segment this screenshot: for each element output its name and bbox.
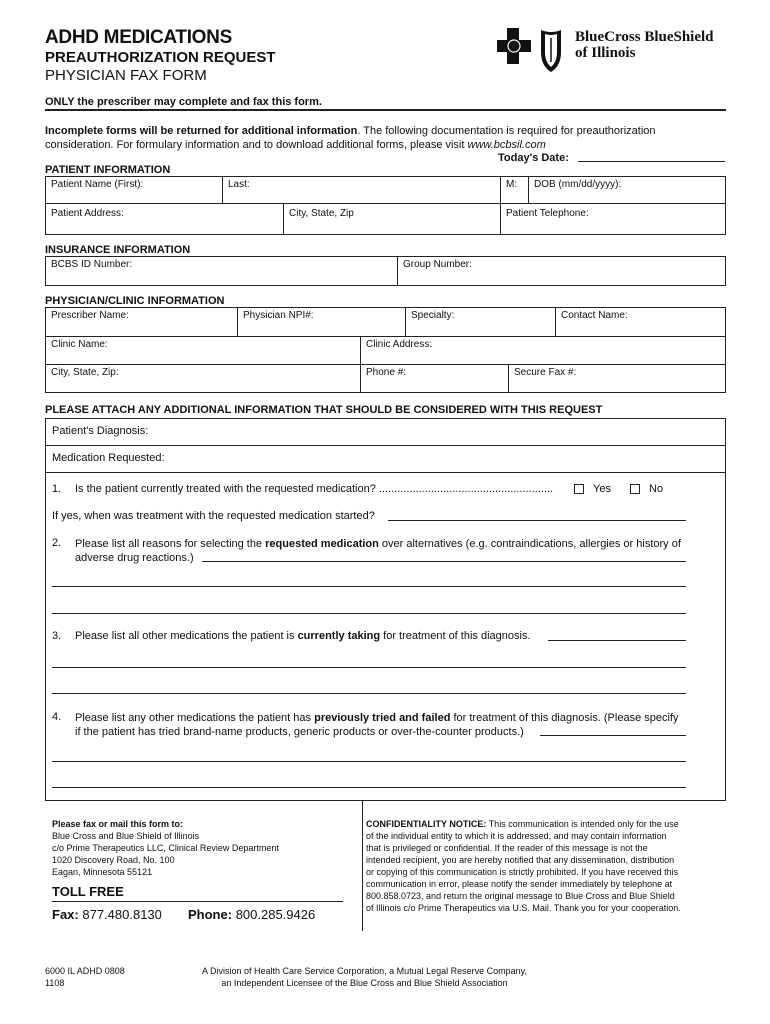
q3-answer-line-3[interactable]: [52, 693, 686, 694]
mail-address-block: [52, 818, 279, 878]
patient-heading: PATIENT INFORMATION: [45, 164, 171, 176]
q3-answer-line-2[interactable]: [52, 667, 686, 668]
logo-text-line2: of Illinois: [575, 45, 636, 61]
intro-line2: consideration. For formulary information and to download additional forms, please visit: [45, 139, 468, 151]
patient-first-name-field[interactable]: Patient Name (First):: [51, 179, 144, 190]
physician-heading: PHYSICIAN/CLINIC INFORMATION: [45, 295, 225, 307]
q1-no-label: No: [649, 483, 664, 495]
bottom-divider: [362, 801, 363, 931]
q3-answer-line-1[interactable]: [548, 640, 686, 641]
mail-heading: Please fax or mail this form to:: [52, 819, 184, 829]
website-link[interactable]: www.bcbsil.com: [467, 139, 546, 151]
physician-npi-field[interactable]: Physician NPI#:: [243, 310, 314, 321]
patient-last-name-field[interactable]: Last:: [228, 179, 250, 190]
toll-free-divider: [52, 901, 343, 902]
q2-text: Please list all reasons for selecting the requested medication over alternatives (e.g. contraindications, allergies or history of adverse drug reactions.): [75, 538, 681, 564]
medication-requested-field[interactable]: Medication Requested:: [52, 452, 165, 464]
division-notice: A Division of Health Care Service Corporation, a Mutual Legal Reserve Company, an Independent Licensee of the Blue Cross and Blue Shield Association: [202, 966, 527, 988]
q4-number: 4.: [52, 711, 62, 723]
attach-heading: PLEASE ATTACH ANY ADDITIONAL INFORMATION THAT SHOULD BE CONSIDERED WITH THIS REQUEST: [45, 404, 603, 416]
intro-text: [45, 124, 656, 152]
secure-fax-field[interactable]: Secure Fax #:: [514, 367, 577, 378]
form-code: 6000 IL ADHD 0808 1108: [45, 966, 125, 988]
q1-yes-checkbox[interactable]: [574, 484, 584, 494]
patient-mi-field[interactable]: M:: [506, 179, 518, 190]
q3-number: 3.: [52, 630, 62, 642]
patient-dob-field[interactable]: DOB (mm/dd/yyyy):: [534, 179, 622, 190]
mail-line: Eagan, Minnesota 55121: [52, 867, 153, 877]
clinic-phone-field[interactable]: Phone #:: [366, 367, 407, 378]
todays-date-label: Today's Date:: [498, 152, 569, 164]
q2-answer-line-2[interactable]: [52, 586, 686, 587]
group-number-field[interactable]: Group Number:: [403, 259, 472, 270]
mail-line: Blue Cross and Blue Shield of Illinois: [52, 831, 200, 841]
form-subtitle: PREAUTHORIZATION REQUEST: [45, 49, 276, 66]
prescriber-notice: ONLY the prescriber may complete and fax this form.: [45, 96, 322, 108]
diagnosis-field[interactable]: Patient's Diagnosis:: [52, 425, 149, 437]
q1b-text: If yes, when was treatment with the requested medication started?: [52, 510, 375, 522]
phone-number: Phone: 800.285.9426: [188, 907, 316, 922]
mail-line: 1020 Discovery Road, No. 100: [52, 855, 175, 865]
q3-text: Please list all other medications the patient is currently taking for treatment of this diagnosis.: [75, 630, 531, 642]
insurance-heading: INSURANCE INFORMATION: [45, 244, 191, 256]
mail-line: c/o Prime Therapeutics LLC, Clinical Review Department: [52, 843, 279, 853]
todays-date-field[interactable]: [578, 161, 725, 162]
prescriber-name-field[interactable]: Prescriber Name:: [51, 310, 129, 321]
q1-yes-label: Yes: [593, 483, 611, 495]
specialty-field[interactable]: Specialty:: [411, 310, 455, 321]
q2-answer-line-1[interactable]: [202, 561, 686, 562]
intro-bold: Incomplete forms will be returned for additional information: [45, 125, 358, 137]
treatment-start-field[interactable]: [388, 520, 686, 521]
q2-number: 2.: [52, 537, 62, 549]
bcbs-logo-text: [575, 29, 714, 61]
form-type: PHYSICIAN FAX FORM: [45, 67, 207, 84]
logo-text-line1: BlueCross BlueShield: [575, 29, 714, 45]
form-title: ADHD MEDICATIONS: [45, 27, 232, 48]
patient-phone-field[interactable]: Patient Telephone:: [506, 208, 589, 219]
confidentiality-notice: CONFIDENTIALITY NOTICE: This communication is intended only for the use of the individual entity to which it is addressed, and may contain information that is privileged or confidential. If the reader of this message is not the intended recipient, you are hereby notified that any dissemination, distribution or copying of this communication is strictly prohibited. If you have received this communication in error, please notify the sender immediately by telephone at 800.858.0723, and return the original message to Blue Cross and Blue Shield of Illinois c/o Prime Therapeutics via U.S. Mail. Thank you for your cooperation.: [366, 819, 681, 913]
q4-answer-line-3[interactable]: [52, 787, 686, 788]
clinic-name-field[interactable]: Clinic Name:: [51, 339, 108, 350]
q4-text: Please list any other medications the patient has previously tried and failed for treatment of this diagnosis. (Please specify if the patient has tried brand-name products, generic products or over-the-counter products.): [75, 712, 679, 738]
clinic-city-field[interactable]: City, State, Zip:: [51, 367, 119, 378]
q4-answer-line-2[interactable]: [52, 761, 686, 762]
cross-shield-icon: [497, 28, 567, 74]
q2-answer-line-3[interactable]: [52, 613, 686, 614]
intro-rest: . The following documentation is required for preauthorization: [357, 125, 656, 137]
patient-address-field[interactable]: Patient Address:: [51, 208, 124, 219]
insurance-table: [45, 256, 726, 286]
header-divider: [45, 109, 726, 111]
clinic-address-field[interactable]: Clinic Address:: [366, 339, 433, 350]
patient-city-field[interactable]: City, State, Zip: [289, 208, 354, 219]
contact-name-field[interactable]: Contact Name:: [561, 310, 628, 321]
q4-answer-line-1[interactable]: [540, 735, 686, 736]
q1-number: 1.: [52, 483, 62, 495]
q1-text: Is the patient currently treated with the requested medication? .........................................................: [75, 483, 554, 495]
fax-number: Fax: 877.480.8130: [52, 907, 162, 922]
clinical-info-box: [45, 418, 726, 801]
q1-no-checkbox[interactable]: [630, 484, 640, 494]
bcbs-id-field[interactable]: BCBS ID Number:: [51, 259, 133, 270]
toll-free-heading: TOLL FREE: [52, 884, 124, 899]
bcbs-logo: [497, 28, 567, 79]
